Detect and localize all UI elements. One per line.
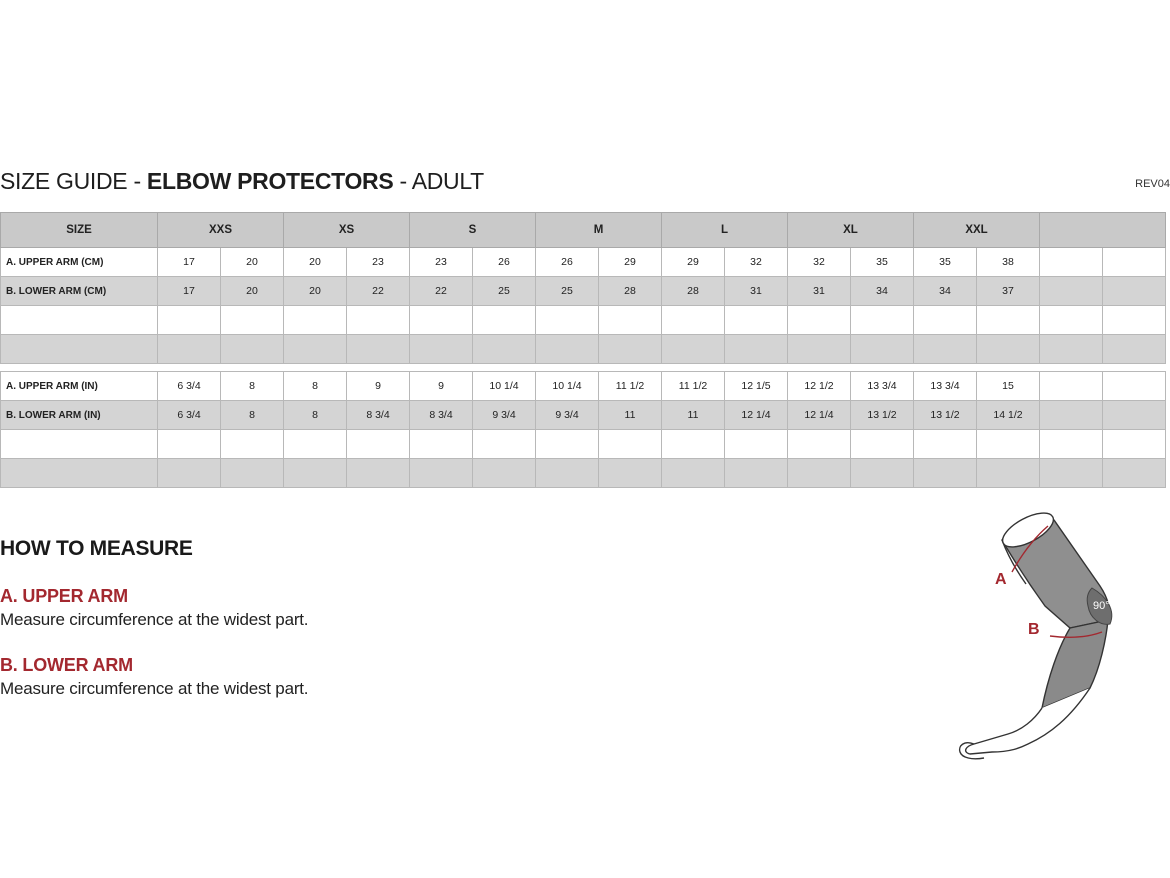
table-cell-empty [410, 306, 473, 335]
size-header-empty [1040, 213, 1166, 248]
table-cell-empty [599, 335, 662, 364]
table-cell: 20 [221, 248, 284, 277]
table-cell: 32 [788, 248, 851, 277]
table-cell: 34 [851, 277, 914, 306]
table-cell: 8 3/4 [347, 401, 410, 430]
table-cell-empty [1040, 306, 1103, 335]
table-row-empty [1, 430, 1166, 459]
table-cell-empty [1040, 248, 1103, 277]
table-cell: 23 [347, 248, 410, 277]
table-cell-empty [788, 459, 851, 488]
table-cell-empty [347, 335, 410, 364]
table-cell: 25 [473, 277, 536, 306]
table-cell-empty [662, 335, 725, 364]
table-cell: 17 [158, 277, 221, 306]
table-cell-empty [1103, 248, 1166, 277]
table-cell-empty [1103, 430, 1166, 459]
table-cell: 8 [221, 372, 284, 401]
table-cell: 38 [977, 248, 1040, 277]
table-cell: 6 3/4 [158, 401, 221, 430]
table-cell-empty [347, 459, 410, 488]
table-cell: 26 [473, 248, 536, 277]
table-row-empty [1, 335, 1166, 364]
table-cell: 8 [284, 372, 347, 401]
table-cell: 31 [725, 277, 788, 306]
table-cell: 11 1/2 [662, 372, 725, 401]
table-cell-empty [1103, 459, 1166, 488]
row-label: A. UPPER ARM (IN) [1, 372, 158, 401]
table-cell-empty [1, 459, 158, 488]
size-table-body [1, 213, 1166, 488]
size-header-cell: XL [788, 213, 914, 248]
arm-measurement-diagram [950, 508, 1130, 768]
table-cell: 9 [410, 372, 473, 401]
table-cell-empty [284, 306, 347, 335]
table-cell: 35 [914, 248, 977, 277]
table-cell-empty [221, 430, 284, 459]
table-cell-empty [158, 430, 221, 459]
table-cell: 23 [410, 248, 473, 277]
table-cell-empty [473, 430, 536, 459]
table-row-empty [1, 306, 1166, 335]
table-cell-empty [473, 335, 536, 364]
table-cell-empty [1040, 401, 1103, 430]
table-cell-empty [977, 459, 1040, 488]
table-cell-empty [221, 335, 284, 364]
table-cell: 11 1/2 [599, 372, 662, 401]
table-cell-empty [788, 306, 851, 335]
marker-b: B [1028, 621, 1040, 638]
table-cell-empty [536, 459, 599, 488]
table-cell-empty [1103, 277, 1166, 306]
table-cell: 28 [599, 277, 662, 306]
table-divider [1, 364, 1166, 372]
marker-a: A [995, 571, 1007, 588]
size-header-cell: L [662, 213, 788, 248]
table-cell-empty [410, 430, 473, 459]
table-cell: 12 1/4 [725, 401, 788, 430]
table-cell: 15 [977, 372, 1040, 401]
row-label: B. LOWER ARM (CM) [1, 277, 158, 306]
table-divider-cell [1, 364, 1166, 372]
size-header-cell: S [410, 213, 536, 248]
table-cell-empty [1040, 277, 1103, 306]
table-cell: 8 [221, 401, 284, 430]
table-cell: 29 [599, 248, 662, 277]
table-cell-empty [1103, 372, 1166, 401]
table-cell-empty [1103, 401, 1166, 430]
size-header-label: SIZE [1, 213, 158, 248]
table-cell: 11 [599, 401, 662, 430]
table-cell-empty [473, 306, 536, 335]
table-cell: 22 [410, 277, 473, 306]
table-cell: 20 [221, 277, 284, 306]
table-cell-empty [725, 459, 788, 488]
table-cell-empty [914, 306, 977, 335]
table-cell-empty [536, 306, 599, 335]
table-cell-empty [1040, 459, 1103, 488]
table-row-empty [1, 459, 1166, 488]
table-cell-empty [284, 459, 347, 488]
table-cell-empty [536, 335, 599, 364]
table-cell: 28 [662, 277, 725, 306]
table-cell-empty [1040, 430, 1103, 459]
title-prefix: SIZE GUIDE - [0, 168, 147, 194]
table-cell-empty [977, 430, 1040, 459]
table-cell-empty [221, 306, 284, 335]
table-cell-empty [1103, 306, 1166, 335]
table-cell-empty [347, 430, 410, 459]
table-cell-empty [284, 335, 347, 364]
table-cell: 6 3/4 [158, 372, 221, 401]
revision-code: REV04 [1135, 178, 1170, 190]
table-cell: 9 3/4 [473, 401, 536, 430]
table-cell-empty [851, 459, 914, 488]
table-cell-empty [851, 430, 914, 459]
table-cell-empty [1, 335, 158, 364]
title-product: ELBOW PROTECTORS [146, 168, 394, 194]
table-cell-empty [914, 335, 977, 364]
title-suffix: - ADULT [393, 168, 484, 194]
table-cell-empty [410, 459, 473, 488]
table-cell-empty [158, 306, 221, 335]
size-header-cell: M [536, 213, 662, 248]
table-cell: 29 [662, 248, 725, 277]
table-cell-empty [725, 430, 788, 459]
table-cell-empty [851, 335, 914, 364]
table-cell: 8 3/4 [410, 401, 473, 430]
table-cell: 37 [977, 277, 1040, 306]
table-cell: 17 [158, 248, 221, 277]
table-cell-empty [788, 335, 851, 364]
row-label: B. LOWER ARM (IN) [1, 401, 158, 430]
table-cell-empty [1, 430, 158, 459]
table-cell: 10 1/4 [473, 372, 536, 401]
table-cell-empty [725, 335, 788, 364]
table-cell-empty [977, 306, 1040, 335]
table-cell-empty [158, 459, 221, 488]
table-cell: 8 [284, 401, 347, 430]
size-header-cell: XXS [158, 213, 284, 248]
table-cell-empty [221, 459, 284, 488]
size-header-cell: XXL [914, 213, 1040, 248]
page-title [0, 168, 484, 195]
table-cell-empty [536, 430, 599, 459]
table-cell-empty [851, 306, 914, 335]
table-cell-empty [662, 306, 725, 335]
table-row-lower-cm [1, 277, 1166, 306]
table-cell-empty [599, 459, 662, 488]
table-cell-empty [410, 335, 473, 364]
table-cell-empty [599, 306, 662, 335]
table-cell-empty [347, 306, 410, 335]
forearm-outline [966, 688, 1090, 754]
table-cell: 13 1/2 [851, 401, 914, 430]
table-cell-empty [1040, 335, 1103, 364]
table-cell-empty [914, 459, 977, 488]
table-cell: 13 3/4 [851, 372, 914, 401]
size-table [0, 212, 1166, 488]
table-cell-empty [1040, 372, 1103, 401]
table-cell-empty [1103, 335, 1166, 364]
how-to-measure-heading: HOW TO MEASURE [0, 537, 193, 560]
table-cell-empty [284, 430, 347, 459]
table-cell: 32 [725, 248, 788, 277]
angle-label: 90° [1093, 600, 1110, 612]
table-cell-empty [473, 459, 536, 488]
table-cell-empty [158, 335, 221, 364]
table-cell: 35 [851, 248, 914, 277]
table-cell-empty [599, 430, 662, 459]
table-cell: 12 1/2 [788, 372, 851, 401]
table-row-upper-cm [1, 248, 1166, 277]
table-cell-empty [662, 459, 725, 488]
table-cell: 31 [788, 277, 851, 306]
lower-arm-instructions: Measure circumference at the widest part. [0, 679, 309, 698]
lower-arm-title: B. LOWER ARM [0, 655, 133, 675]
upper-arm-instructions: Measure circumference at the widest part. [0, 610, 309, 629]
table-cell: 12 1/4 [788, 401, 851, 430]
table-cell-empty [662, 430, 725, 459]
size-header-row [1, 213, 1166, 248]
upper-arm-title: A. UPPER ARM [0, 586, 128, 606]
table-cell: 20 [284, 248, 347, 277]
table-cell: 26 [536, 248, 599, 277]
table-cell-empty [1, 306, 158, 335]
table-cell: 9 3/4 [536, 401, 599, 430]
table-cell: 34 [914, 277, 977, 306]
table-cell-empty [788, 430, 851, 459]
row-label: A. UPPER ARM (CM) [1, 248, 158, 277]
table-cell: 13 1/2 [914, 401, 977, 430]
table-cell: 22 [347, 277, 410, 306]
table-cell-empty [725, 306, 788, 335]
table-cell: 10 1/4 [536, 372, 599, 401]
table-row-upper-in [1, 372, 1166, 401]
table-cell: 20 [284, 277, 347, 306]
table-cell: 11 [662, 401, 725, 430]
table-cell: 25 [536, 277, 599, 306]
table-cell-empty [914, 430, 977, 459]
size-header-cell: XS [284, 213, 410, 248]
table-cell: 13 3/4 [914, 372, 977, 401]
table-cell-empty [977, 335, 1040, 364]
table-row-lower-in [1, 401, 1166, 430]
table-cell: 12 1/5 [725, 372, 788, 401]
table-cell: 9 [347, 372, 410, 401]
table-cell: 14 1/2 [977, 401, 1040, 430]
